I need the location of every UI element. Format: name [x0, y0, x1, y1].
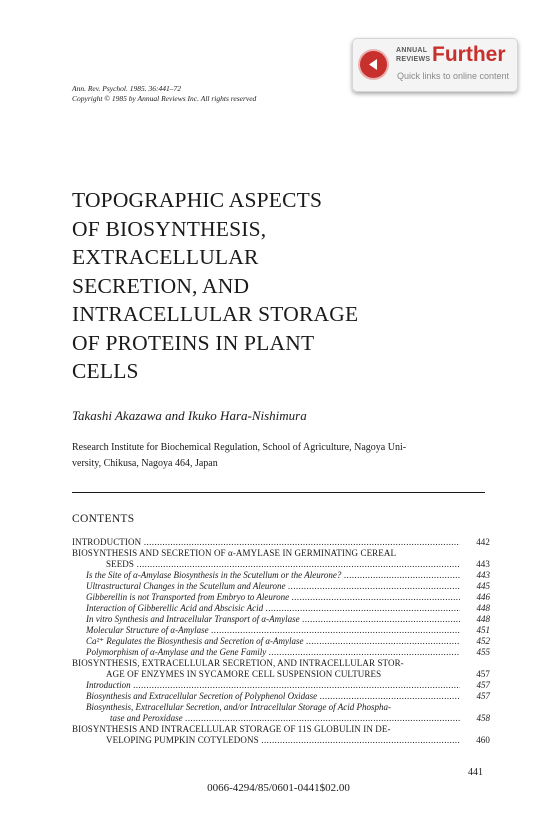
toc-entry: Interaction of Gibberellic Acid and Abscisic Acid .....: [72, 603, 460, 614]
contents-heading: CONTENTS: [72, 513, 135, 525]
toc-page-number: 451: [476, 625, 490, 635]
toc-row: [72, 548, 490, 559]
toc-page-number: 443: [476, 570, 490, 580]
toc-entry: Molecular Structure of α-Amylase .....: [72, 625, 460, 636]
title-line: OF BIOSYNTHESIS,: [72, 216, 267, 241]
toc-entry: Ca²⁺ Regulates the Biosynthesis and Secretion of α-Amylase .....: [72, 636, 460, 647]
annual-reviews-further-badge[interactable]: [352, 38, 518, 92]
citation-copyright-line: Copyright © 1985 by Annual Reviews Inc. All rights reserved: [72, 94, 257, 103]
title-line: EXTRACELLULAR: [72, 245, 259, 269]
toc-entry: Gibberellin is not Transported from Embryo to Aleurone .....: [72, 592, 460, 603]
authors: Takashi Akazawa and Ikuko Hara-Nishimura: [72, 408, 307, 423]
toc-row: [72, 636, 490, 647]
toc-entry: AGE OF ENZYMES IN SYCAMORE CELL SUSPENSION CULTURES: [106, 669, 382, 679]
toc-row: [72, 570, 490, 581]
toc-entry: Polymorphism of α-Amylase and the Gene Family .....: [72, 647, 460, 658]
toc-entry: tase and Peroxidase .....: [72, 713, 460, 724]
badge-further-label: Further: [432, 43, 506, 66]
article-title: [72, 186, 358, 386]
toc-page-number: 445: [476, 581, 490, 591]
toc-page-number: 448: [476, 614, 490, 624]
badge-annual-label: ANNUAL: [396, 47, 428, 54]
toc-page-number: 457: [476, 691, 490, 701]
toc-row: [72, 713, 490, 724]
table-of-contents: [72, 537, 490, 746]
title-line: INTRACELLULAR STORAGE: [72, 302, 359, 326]
toc-entry: BIOSYNTHESIS AND SECRETION OF α-AMYLASE IN GERMINATING CEREAL: [72, 548, 397, 558]
toc-page-number: 443: [476, 559, 490, 569]
toc-page-number: 446: [476, 592, 490, 602]
toc-row: [72, 691, 490, 702]
toc-row: [72, 603, 490, 614]
toc-page-number: 458: [476, 713, 490, 723]
affiliation: [72, 440, 488, 471]
article-code: 0066-4294/85/0601-0441$02.00: [207, 782, 350, 794]
title-line: CELLS: [72, 359, 139, 383]
toc-page-number: 457: [476, 669, 490, 679]
play-left-icon: [360, 51, 387, 78]
affiliation-line: Research Institute for Biochemical Regulation, School of Agriculture, Nagoya Uni-: [72, 442, 407, 453]
page-number: 441: [468, 767, 483, 778]
toc-entry: Is the Site of α-Amylase Biosynthesis in the Scutellum or the Aleurone? .....: [72, 570, 460, 581]
toc-row: [72, 537, 490, 548]
toc-entry: In vitro Synthesis and Intracellular Transport of α-Amylase .....: [72, 614, 460, 625]
toc-row: [72, 592, 490, 603]
toc-entry: Ultrastructural Changes in the Scutellum and Aleurone .....: [72, 581, 460, 592]
toc-entry: Introduction .....: [72, 680, 460, 691]
toc-row: [72, 724, 490, 735]
toc-row: [72, 625, 490, 636]
badge-tagline: Quick links to online content: [397, 71, 510, 81]
toc-page-number: 455: [476, 647, 490, 657]
toc-row: [72, 614, 490, 625]
toc-entry: BIOSYNTHESIS, EXTRACELLULAR SECRETION, AND INTRACELLULAR STOR-: [72, 658, 404, 668]
citation-journal-line: Ann. Rev. Psychol. 1985. 36:441–72: [72, 84, 182, 93]
toc-page-number: 452: [476, 636, 490, 646]
toc-entry: VELOPING PUMPKIN COTYLEDONS .....: [72, 735, 460, 746]
toc-page-number: 442: [476, 537, 490, 547]
title-line: TOPOGRAPHIC ASPECTS: [72, 188, 323, 212]
toc-row: [72, 581, 490, 592]
badge-reviews-label: REVIEWS: [396, 56, 431, 63]
toc-entry: Biosynthesis and Extracellular Secretion of Polyphenol Oxidase .....: [72, 691, 460, 702]
toc-page-number: 460: [476, 735, 490, 745]
toc-row: [72, 735, 490, 746]
title-line: OF PROTEINS IN PLANT: [72, 330, 315, 355]
toc-row: [72, 658, 490, 669]
toc-row: [72, 647, 490, 658]
toc-entry: Biosynthesis, Extracellular Secretion, and/or Intracellular Storage of Acid Phospha-: [86, 702, 391, 712]
toc-row: [72, 669, 490, 680]
toc-entry: SEEDS .....: [72, 559, 460, 570]
toc-row: [72, 559, 490, 570]
toc-entry: BIOSYNTHESIS AND INTRACELLULAR STORAGE OF 11S GLOBULIN IN DE-: [72, 724, 391, 734]
title-line: SECRETION, AND: [72, 273, 250, 298]
toc-row: [72, 702, 490, 713]
toc-page-number: 448: [476, 603, 490, 613]
affiliation-line: versity, Chikusa, Nagoya 464, Japan: [72, 457, 218, 469]
citation: [72, 84, 256, 104]
toc-entry: INTRODUCTION .....: [72, 537, 460, 548]
horizontal-rule: [72, 492, 485, 493]
toc-page-number: 457: [476, 680, 490, 690]
toc-row: [72, 680, 490, 691]
